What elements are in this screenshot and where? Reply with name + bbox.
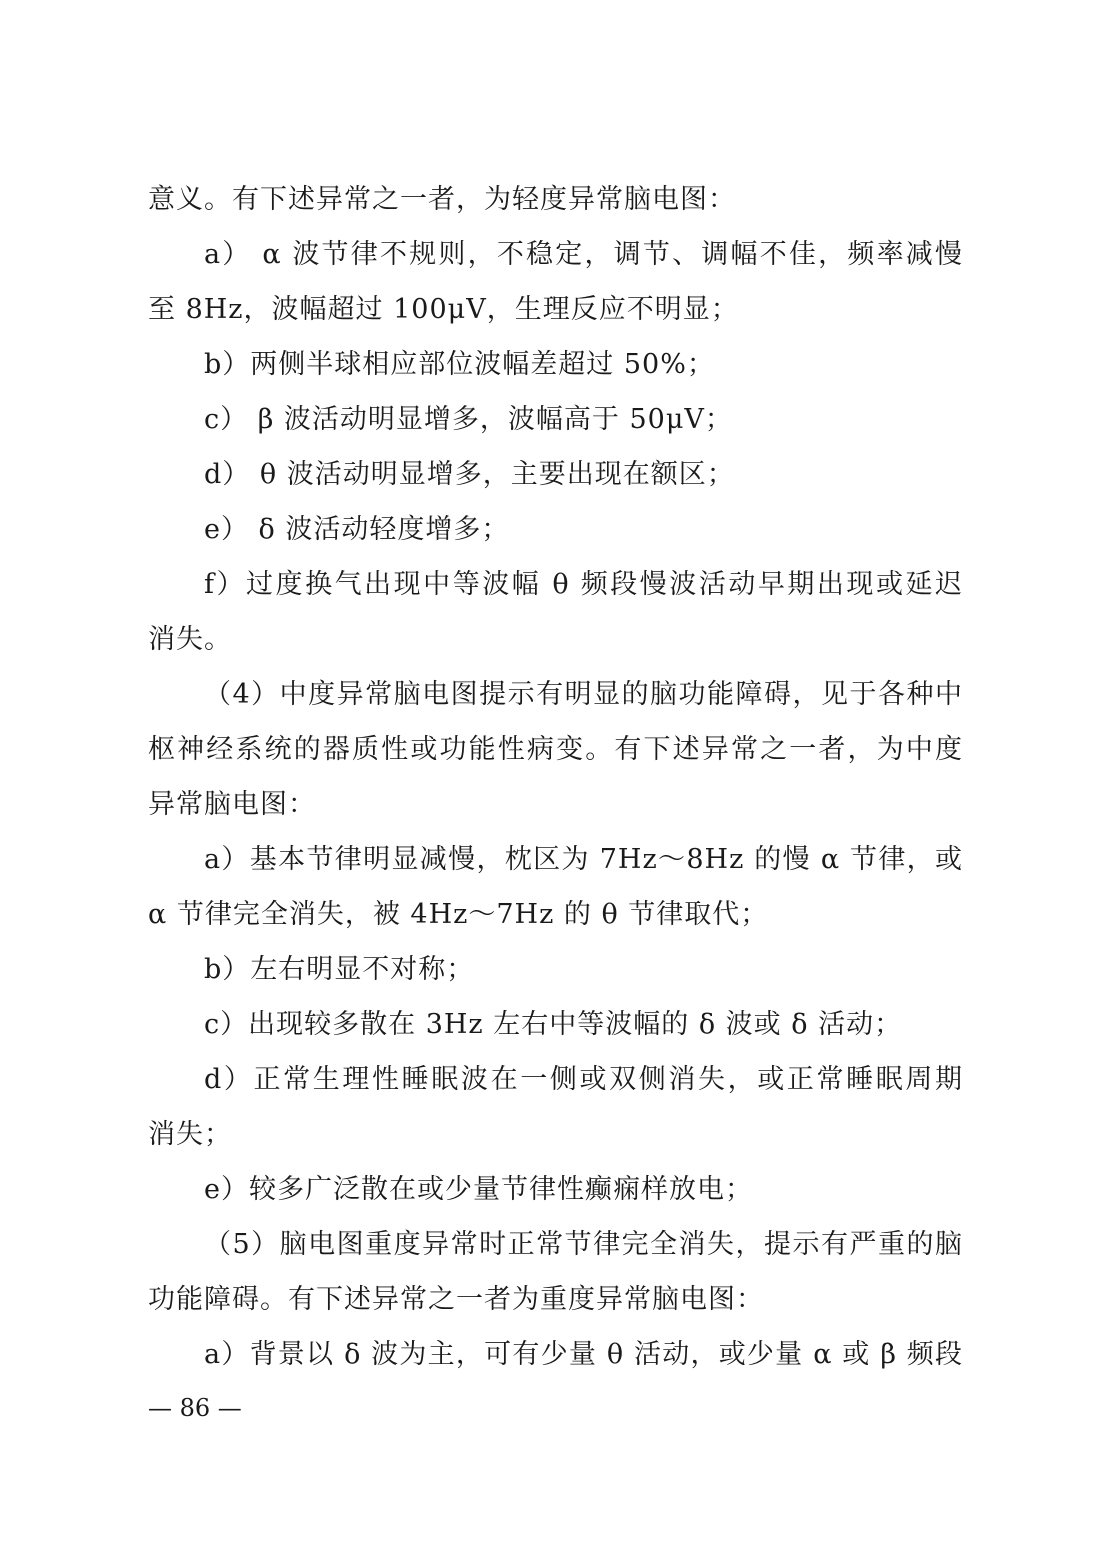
text-line: a）基本节律明显减慢，枕区为 7Hz～8Hz 的慢 α 节律，或: [204, 844, 963, 875]
text-line: a） α 波节律不规则，不稳定，调节、调幅不佳，频率减慢: [204, 239, 963, 270]
text-line: d） θ 波活动明显增多，主要出现在额区；: [204, 459, 735, 490]
text-line: 功能障碍。有下述异常之一者为重度异常脑电图：: [148, 1284, 764, 1315]
text-line: b）两侧半球相应部位波幅差超过 50%；: [204, 349, 715, 380]
text-line: c）出现较多散在 3Hz 左右中等波幅的 δ 波或 δ 活动；: [204, 1009, 903, 1040]
text-line: 消失。: [148, 624, 232, 655]
text-line: a）背景以 δ 波为主，可有少量 θ 活动，或少量 α 或 β 频段: [204, 1339, 963, 1370]
text-line: 异常脑电图：: [148, 789, 316, 820]
text-line: d）正常生理性睡眠波在一侧或双侧消失，或正常睡眠周期: [204, 1064, 963, 1095]
page-number: — 86 —: [148, 1394, 242, 1422]
text-line: e）较多广泛散在或少量节律性癫痫样放电；: [204, 1174, 753, 1205]
text-line: e） δ 波活动轻度增多；: [204, 514, 510, 545]
text-line: 至 8Hz，波幅超过 100μV，生理反应不明显；: [148, 294, 739, 325]
text-line: b）左右明显不对称；: [204, 954, 475, 985]
text-line: 消失；: [148, 1119, 232, 1150]
text-line: （5）脑电图重度异常时正常节律完全消失，提示有严重的脑: [204, 1229, 963, 1260]
text-line: c） β 波活动明显增多，波幅高于 50μV；: [204, 404, 733, 435]
text-line: 枢神经系统的器质性或功能性病变。有下述异常之一者，为中度: [148, 734, 963, 765]
text-line: （4）中度异常脑电图提示有明显的脑功能障碍，见于各种中: [204, 679, 963, 710]
text-line: α 节律完全消失，被 4Hz～7Hz 的 θ 节律取代；: [148, 899, 769, 930]
text-line: 意义。有下述异常之一者，为轻度异常脑电图：: [148, 184, 736, 215]
text-line: f）过度换气出现中等波幅 θ 频段慢波活动早期出现或延迟: [204, 569, 963, 600]
